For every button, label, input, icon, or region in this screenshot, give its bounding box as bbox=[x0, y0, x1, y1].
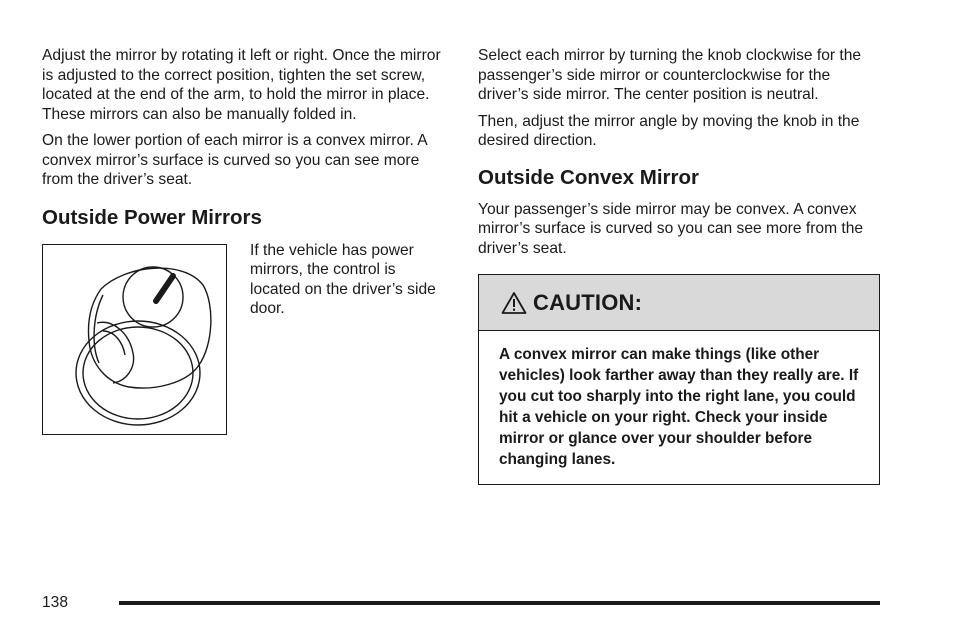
right-column bbox=[478, 46, 882, 485]
select-mirror-paragraph: Select each mirror by turning the knob clockwise for the passenger’s side mirror or counterclockwise for the driver’s side mirror. The center position is neutral. bbox=[478, 47, 862, 103]
caution-title: CAUTION: bbox=[533, 289, 643, 315]
outside-convex-mirror-heading: Outside Convex Mirror bbox=[478, 165, 699, 189]
page-number: 138 bbox=[42, 594, 69, 611]
convex-portion-paragraph: On the lower portion of each mirror is a convex mirror. A convex mirror’s surface is curved so you can see more from the driver’s seat. bbox=[42, 132, 427, 188]
mirror-control-knob-icon bbox=[43, 245, 226, 434]
footer-rule bbox=[119, 601, 880, 605]
convex-mirror-paragraph: Your passenger’s side mirror may be convex. A convex mirror’s surface is curved so you can see more from the driver’s seat. bbox=[478, 200, 864, 257]
outside-power-mirrors-heading: Outside Power Mirrors bbox=[42, 205, 262, 229]
warning-triangle-icon bbox=[501, 291, 527, 315]
left-column bbox=[42, 46, 447, 444]
power-mirror-caption: If the vehicle has power mirrors, the control is located on the driver’s side door. bbox=[250, 241, 436, 317]
knob-indicator-line bbox=[156, 276, 173, 301]
mirror-control-illustration bbox=[42, 244, 227, 435]
caution-box bbox=[478, 274, 880, 485]
caution-header bbox=[479, 275, 879, 331]
power-mirror-figure-row bbox=[42, 241, 447, 444]
mirror-adjust-paragraph: Adjust the mirror by rotating it left or right. Once the mirror is adjusted to the correct position, tighten the set screw, located at the end of the arm, to hold the mirror in place. These mirrors can also be manually folded in. bbox=[42, 47, 441, 123]
adjust-angle-paragraph: Then, adjust the mirror angle by moving the knob in the desired direction. bbox=[478, 112, 860, 149]
caution-body: A convex mirror can make things (like other vehicles) look farther away than they really are. If you cut too sharply into the right lane, you could hit a vehicle on your right. Check your inside mirror or glance over your shoulder before changing lanes. bbox=[499, 346, 859, 468]
